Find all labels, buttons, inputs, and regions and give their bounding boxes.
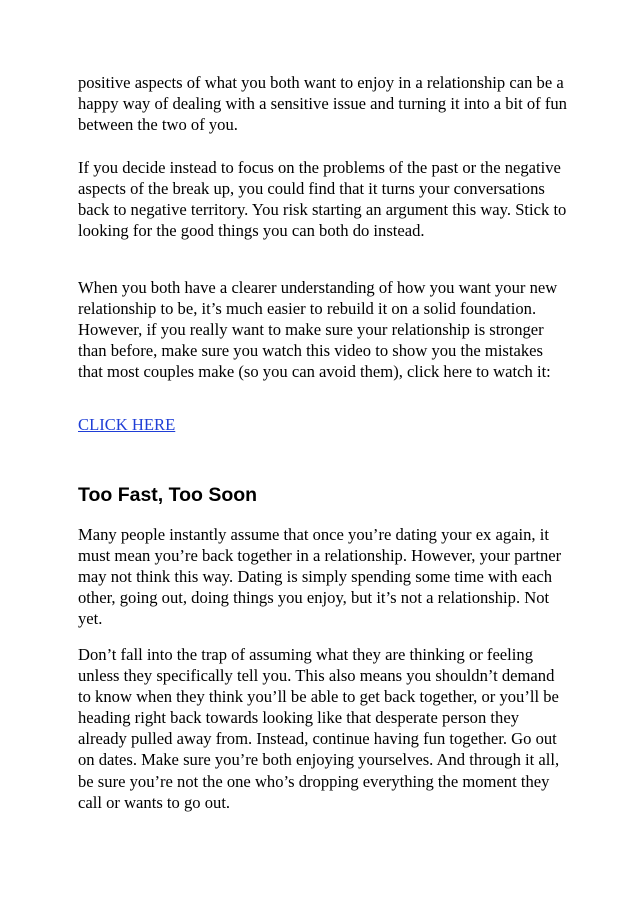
link-paragraph xyxy=(78,414,568,435)
paragraph: Don’t fall into the trap of assuming what they are thinking or feeling unless they specifically tell you. This also means you shouldn’t demand to know when they think you’ll be able to get back together, or you’ll be heading right back towards looking like that desperate person they already pulled away from. Instead, continue having fun together. Go out on dates. Make sure you’re both enjoying yourselves. And through it all, be sure you’re not the one who’s dropping everything the moment they call or wants to go out. xyxy=(78,645,560,812)
paragraph: If you decide instead to focus on the problems of the past or the negative aspects of the break up, you could find that it turns your conversations back to negative territory. You risk starting an argument this way. Stick to looking for the good things you can both do instead. xyxy=(78,158,567,241)
paragraph: When you both have a clearer understanding of how you want your new relationship to be, it’s much easier to rebuild it on a solid foundation. However, if you really want to make sure your relationship is stronger than before, make sure you watch this video to show you the mistakes that most couples make (so you can avoid them), click here to watch it: xyxy=(78,278,558,382)
paragraph: positive aspects of what you both want to enjoy in a relationship can be a happy way of dealing with a sensitive issue and turning it into a bit of fun between the two of you. xyxy=(78,73,567,135)
click-here-link[interactable]: CLICK HERE xyxy=(78,415,176,434)
section-heading: Too Fast, Too Soon xyxy=(78,484,258,506)
paragraph: Many people instantly assume that once you’re dating your ex again, it must mean you’re back together in a relationship. However, your partner may not think this way. Dating is simply spending some time with each other, going out, doing things you enjoy, but it’s not a relationship. Not yet. xyxy=(78,525,562,629)
